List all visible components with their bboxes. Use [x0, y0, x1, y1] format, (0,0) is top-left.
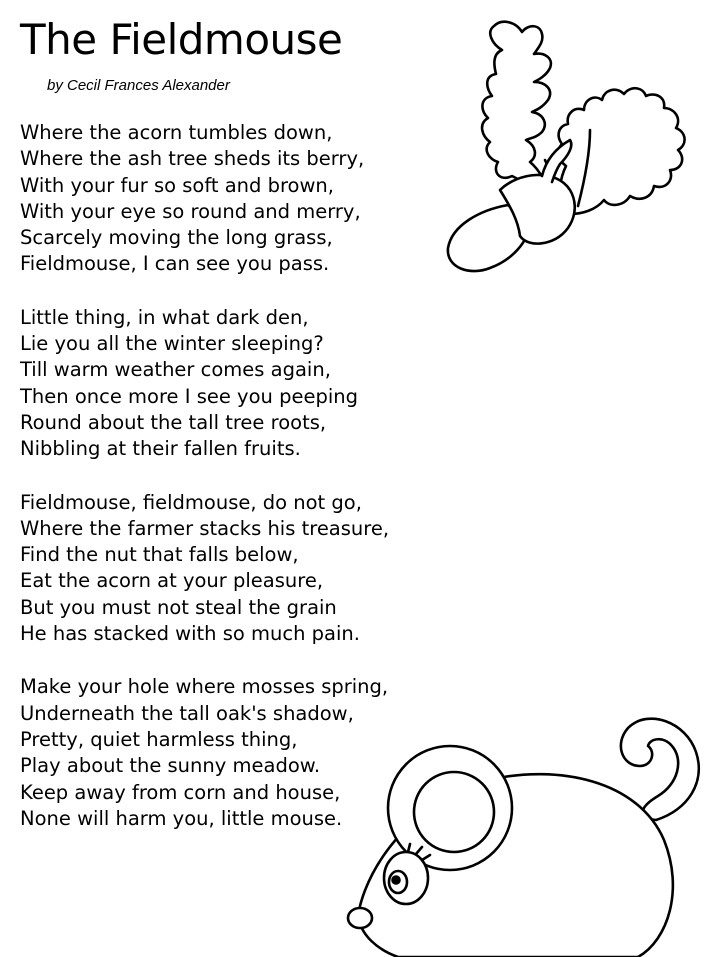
- stanza: [20, 120, 440, 278]
- poem-title: The Fieldmouse: [20, 15, 343, 64]
- fieldmouse-icon: [338, 700, 718, 957]
- poem-line: Play about the sunny meadow.: [20, 754, 321, 778]
- poem-line: Lie you all the winter sleeping?: [20, 332, 324, 356]
- poem-line: With your fur so soft and brown,: [20, 173, 334, 197]
- poem-line: Scarcely moving the long grass,: [20, 226, 333, 250]
- poem-line: Where the farmer stacks his treasure,: [20, 516, 390, 540]
- poem-line: Make your hole where mosses spring,: [20, 675, 389, 699]
- poem-line: With your eye so round and merry,: [20, 199, 361, 223]
- author-line: by Cecil Frances Alexander: [47, 77, 230, 94]
- poem-line: He has stacked with so much pain.: [20, 622, 360, 646]
- stanza: [20, 305, 440, 463]
- poem-line: Nibbling at their fallen fruits.: [20, 437, 301, 461]
- poem-line: Fieldmouse, I can see you pass.: [20, 252, 330, 276]
- oak-leaves-acorn-icon: [430, 10, 718, 290]
- poem-line: Then once more I see you peeping: [20, 384, 358, 408]
- poem-line: Round about the tall tree roots,: [20, 410, 327, 434]
- poem-line: None will harm you, little mouse.: [20, 806, 343, 830]
- poem-line: Underneath the tall oak's shadow,: [20, 701, 354, 725]
- poem-line: But you must not steal the grain: [20, 595, 337, 619]
- poem-line: Pretty, quiet harmless thing,: [20, 727, 298, 751]
- poem-line: Till warm weather comes again,: [20, 358, 331, 382]
- poem-line: Little thing, in what dark den,: [20, 305, 309, 329]
- poem-line: Find the nut that falls below,: [20, 543, 299, 567]
- poem-line: Where the ash tree sheds its berry,: [20, 147, 365, 171]
- poem-line: Eat the acorn at your pleasure,: [20, 569, 324, 593]
- stanza: [20, 490, 440, 648]
- poem-line: Fieldmouse, fieldmouse, do not go,: [20, 490, 362, 514]
- poem-line: Where the acorn tumbles down,: [20, 121, 333, 144]
- poem-line: Keep away from corn and house,: [20, 780, 341, 804]
